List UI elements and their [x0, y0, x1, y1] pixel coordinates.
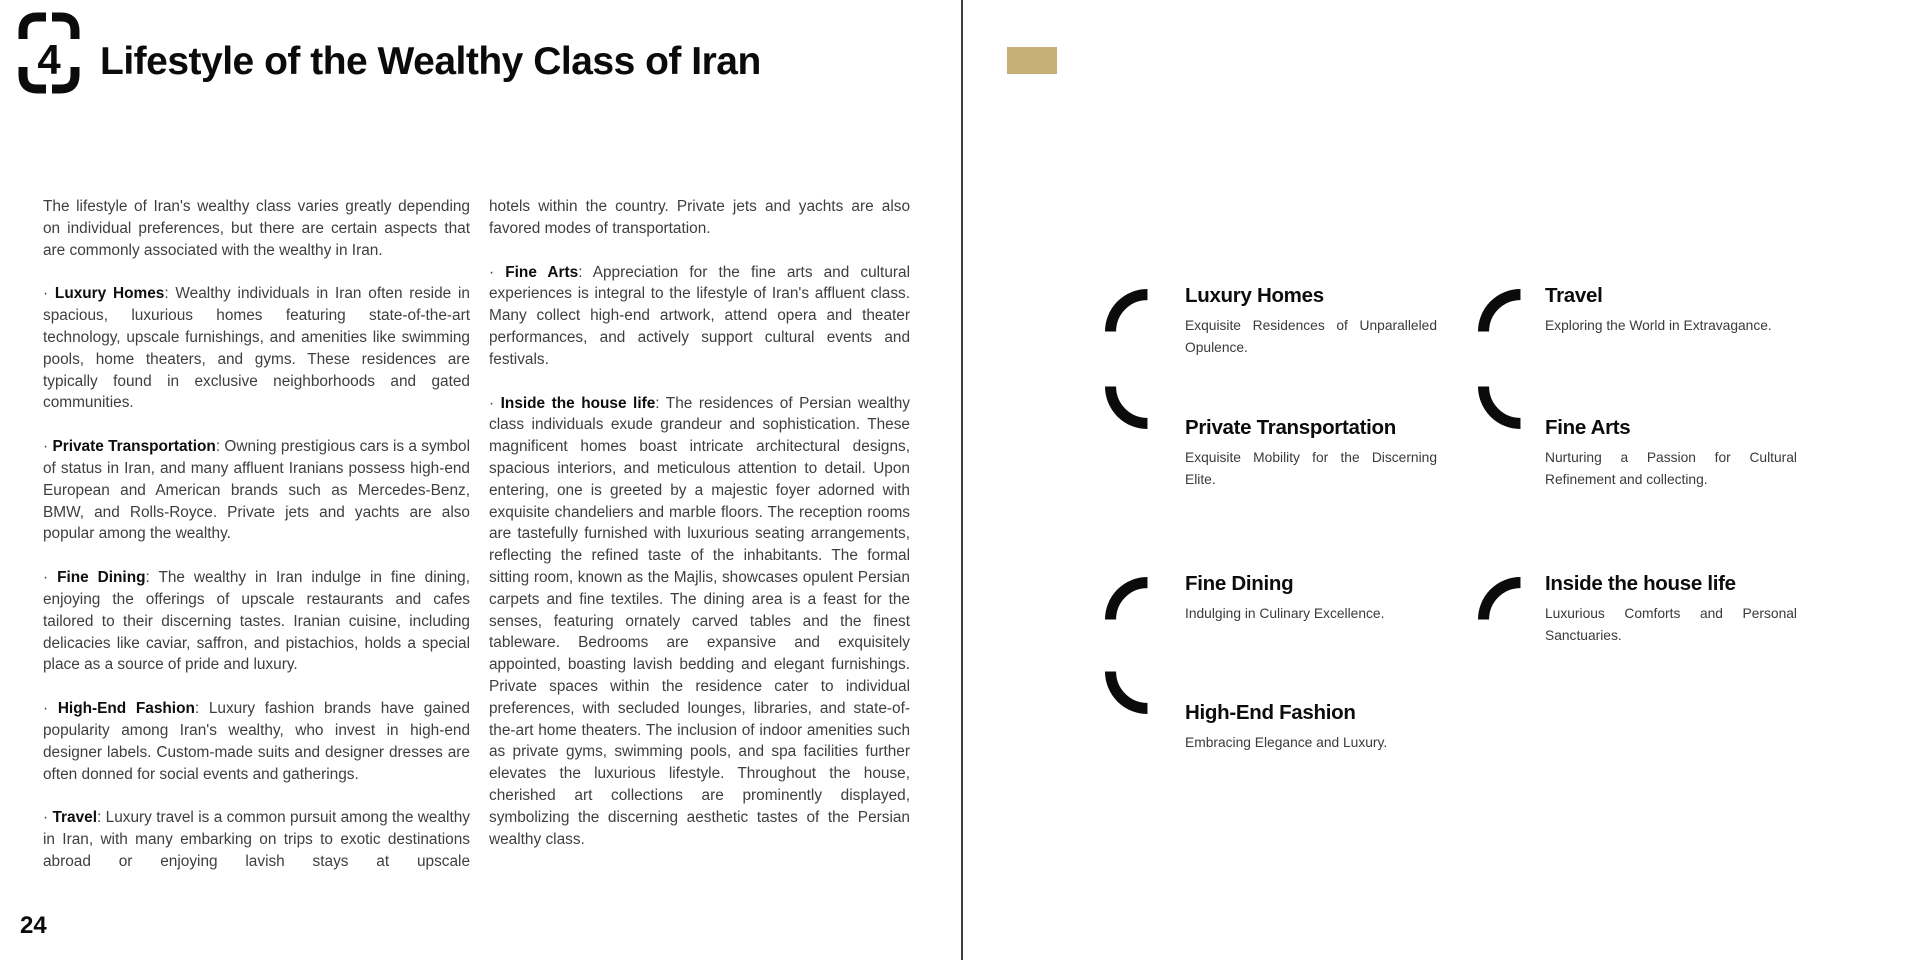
feature-title: Travel [1545, 284, 1603, 307]
quarter-arc-icon [1105, 577, 1153, 625]
quarter-arc-icon [1105, 666, 1153, 714]
feature-item [1105, 665, 1437, 754]
chapter-number: 4 [37, 36, 61, 83]
feature-title: High-End Fashion [1185, 701, 1356, 724]
feature-item [1478, 536, 1797, 646]
body-paragraph: hotels within the country. Private jets and yachts are also favored modes of transportation. [489, 198, 910, 237]
body-paragraph: · Luxury Homes: Wealthy individuals in Iran often reside in spacious, luxurious homes featuring state-of-the-art technology, upscale furnishings, and amenities like swimming pools, home theaters, and gyms. These residences are typically found in exclusive neighborhoods and gated communities. [43, 285, 470, 412]
body-paragraph: · Travel: Luxury travel is a common pursuit among the wealthy in Iran, with many embarking on trips to exotic destinations abroad or enjoying lavish stays at upscale [43, 809, 470, 870]
quarter-arc-icon [1105, 289, 1153, 337]
feature-item [1105, 248, 1437, 358]
body-paragraph: · Inside the house life: The residences of Persian wealthy class individuals exude grandeur and sophistication. These magnificent homes boast intricate architectural designs, spacious interiors, and meticulous attention to detail. Upon entering, one is greeted by a majestic foyer adorned with exquisite chandeliers and marble floors. The reception rooms are tastefully furnished with luxurious seating arrangements, reflecting the refined taste of the inhabitants. The formal sitting room, known as the Majlis, showcases opulent Persian carpets and fine textiles. The dining area is a feast for the senses, featuring ornately carved tables and the finest tableware. Bedrooms are expansive and exquisitely appointed, boasting lavish bedding and elegant furnishings. Private spaces within the residence cater to individual preferences, with secluded lounges, libraries, and state-of-the-art home theaters. The inclusion of indoor amenities such as private gyms, swimming pools, and spa facilities further elevates the luxurious lifestyle. Throughout the house, cherished art collections are prominently displayed, symbolizing the discerning aesthetic tastes of the Persian wealthy class. [489, 394, 910, 848]
quarter-arc-icon [1478, 381, 1526, 429]
feature-description: Exquisite Mobility for the Discerning Elite. [1185, 450, 1437, 487]
page-title: Lifestyle of the Wealthy Class of Iran [100, 40, 761, 83]
feature-description: Nurturing a Passion for Cultural Refinement and collecting. [1545, 450, 1797, 487]
feature-title: Fine Arts [1545, 416, 1631, 439]
feature-description: Indulging in Culinary Excellence. [1185, 606, 1385, 621]
quarter-arc-icon [1478, 577, 1526, 625]
feature-item [1478, 380, 1797, 490]
page-number: 24 [20, 912, 47, 939]
feature-title: Private Transportation [1185, 416, 1396, 439]
feature-title: Fine Dining [1185, 572, 1294, 595]
feature-item [1105, 380, 1437, 490]
feature-description: Embracing Elegance and Luxury. [1185, 735, 1388, 750]
body-paragraph: · Fine Dining: The wealthy in Iran indulge in fine dining, enjoying the offerings of upscale restaurants and cafes tailored to their discerning tastes. Iranian cuisine, including delicacies like caviar, saffron, and pistachios, holds a special place as a source of pride and luxury. [43, 569, 470, 674]
feature-title: Luxury Homes [1185, 284, 1324, 307]
quarter-arc-icon [1105, 381, 1153, 429]
feature-description: Exploring the World in Extravagance. [1545, 318, 1772, 333]
quarter-arc-icon [1478, 289, 1526, 337]
feature-description: Luxurious Comforts and Personal Sanctuaries. [1545, 606, 1797, 643]
body-paragraph: · Private Transportation: Owning prestigious cars is a symbol of status in Iran, and many affluent Iranians possess high-end European and American brands such as Mercedes-Benz, BMW, and Rolls-Royce. Private jets and yachts are also popular among the wealthy. [43, 438, 471, 543]
feature-description: Exquisite Residences of Unparalleled Opulence. [1185, 318, 1437, 355]
body-paragraph: · Fine Arts: Appreciation for the fine arts and cultural experiences is integral to the lifestyle of Iran's affluent class. Many collect high-end artwork, attend opera and theater performances, and actively support cultural events and festivals. [489, 263, 910, 368]
body-paragraph: · High-End Fashion: Luxury fashion brands have gained popularity among Iran's wealthy, who invest in high-end designer labels. Custom-made suits and designer dresses are often donned for social events and gatherings. [43, 700, 470, 783]
body-paragraph: The lifestyle of Iran's wealthy class varies greatly depending on individual preferences, but there are certain aspects that are commonly associated with the wealthy in Iran. [43, 198, 470, 259]
feature-item [1105, 536, 1437, 625]
feature-item [1478, 248, 1797, 337]
feature-title: Inside the house life [1545, 572, 1736, 595]
